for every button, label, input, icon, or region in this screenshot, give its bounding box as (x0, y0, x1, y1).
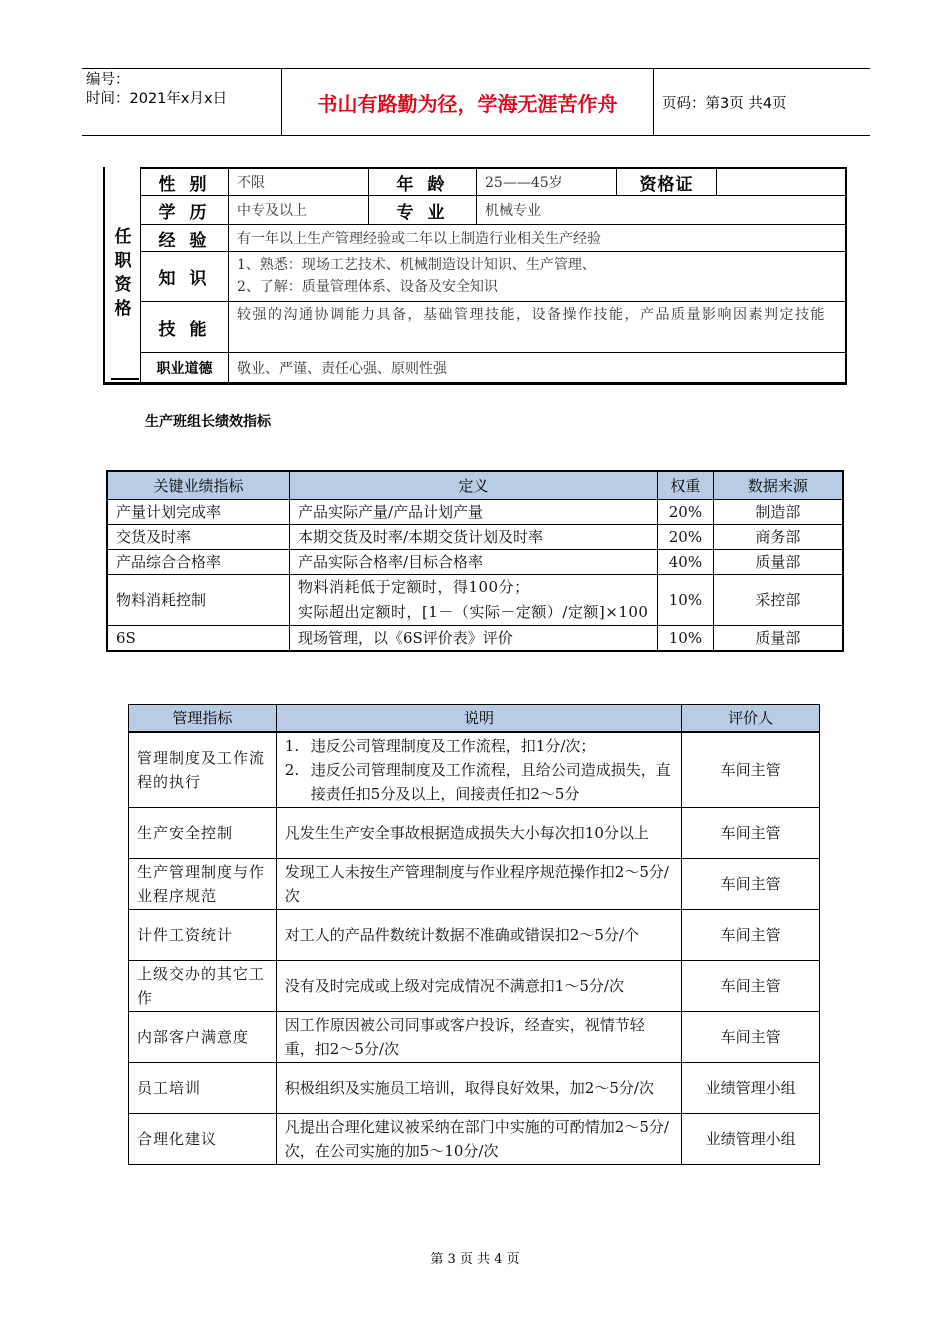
gender-label: 性 别 (141, 169, 229, 195)
mgmt-indicator: 员工培训 (129, 1063, 277, 1114)
kpi-header-row (107, 471, 843, 499)
row-skill (141, 301, 845, 352)
table-row (129, 732, 820, 808)
table-row (129, 1012, 820, 1063)
list-number: 1. (284, 736, 300, 755)
knowledge-value (229, 252, 845, 301)
table-row (107, 574, 843, 625)
mgmt-evaluator: 车间主管 (682, 961, 820, 1012)
mgmt-evaluator: 业绩管理小组 (682, 1114, 820, 1165)
table-row (107, 499, 843, 524)
major-label: 专 业 (369, 196, 477, 224)
mgmt-header-cell: 说明 (276, 705, 681, 732)
kpi-header-cell: 定义 (289, 471, 657, 499)
mgmt-indicator: 合理化建议 (129, 1114, 277, 1165)
side-char: 资 (114, 275, 132, 295)
table-row (107, 524, 843, 549)
kpi-header-cell: 数据来源 (713, 471, 843, 499)
knowledge-line: 2、了解：质量管理体系、设备及安全知识 (237, 279, 498, 295)
experience-value: 有一年以上生产管理经验或二年以上制造行业相关生产经验 (237, 231, 601, 247)
kpi-table (106, 470, 844, 652)
side-char: 任 (114, 227, 132, 247)
table-row (129, 859, 820, 910)
mgmt-header-cell: 管理指标 (129, 705, 277, 732)
side-underline (111, 378, 139, 380)
page-header (82, 68, 870, 136)
kpi-weight: 10% (657, 574, 713, 625)
list-text: 违反公司管理制度及工作流程，且给公司造成损失，直接责任扣5分及以上，间接责任扣2～5分 (310, 760, 671, 803)
date-line: 时间：2021年x月x日 (86, 91, 228, 107)
kpi-section-title: 生产班组长绩效指标 (145, 414, 271, 430)
mgmt-header-cell: 评价人 (682, 705, 820, 732)
header-meta (82, 69, 282, 135)
kpi-definition-line: 实际超出定额时，[1－（实际－定额）/定额]×100 (297, 602, 649, 621)
mgmt-evaluator: 车间主管 (682, 859, 820, 910)
kpi-definition: 现场管理，以《6S评价表》评价 (289, 625, 657, 651)
table-row (129, 1063, 820, 1114)
kpi-weight: 40% (657, 549, 713, 574)
serial-label: 编号： (86, 72, 130, 88)
kpi-definition-line: 物料消耗低于定额时，得100分； (297, 577, 530, 596)
header-page-info: 页码：第3页 共4页 (662, 95, 787, 112)
mgmt-desc: 因工作原因被公司同事或客户投诉，经查实，视情节轻重，扣2～5分/次 (276, 1012, 681, 1063)
mgmt-evaluator: 车间主管 (682, 732, 820, 808)
mgmt-desc: 发现工人未按生产管理制度与作业程序规范操作扣2～5分/次 (276, 859, 681, 910)
mgmt-evaluator: 车间主管 (682, 910, 820, 961)
knowledge-line: 1、熟悉：现场工艺技术、机械制造设计知识、生产管理、 (237, 257, 596, 273)
table-row (107, 549, 843, 574)
ethics-value: 敬业、严谨、责任心强、原则性强 (237, 360, 447, 377)
kpi-definition: 产品实际产量/产品计划产量 (289, 499, 657, 524)
cert-label: 资格证 (617, 169, 717, 195)
row-ethics (141, 352, 845, 382)
table-row (129, 1114, 820, 1165)
table-row (129, 910, 820, 961)
list-item (285, 758, 673, 806)
kpi-definition: 产品实际合格率/目标合格率 (289, 549, 657, 574)
kpi-weight: 20% (657, 499, 713, 524)
row-experience (141, 224, 845, 251)
mgmt-desc (276, 732, 681, 808)
list-number: 2. (284, 760, 300, 779)
list-text: 违反公司管理制度及工作流程，扣1分/次； (310, 736, 596, 755)
kpi-source: 质量部 (713, 549, 843, 574)
mgmt-indicator: 生产管理制度与作业程序规范 (129, 859, 277, 910)
major-value: 机械专业 (485, 203, 541, 219)
row-knowledge (141, 251, 845, 301)
page-footer: 第 3 页 共 4 页 (430, 1252, 520, 1267)
side-char: 格 (114, 299, 132, 319)
mgmt-indicator: 内部客户满意度 (129, 1012, 277, 1063)
header-motto: 书山有路勤为径，学海无涯苦作舟 (282, 69, 654, 135)
kpi-source: 商务部 (713, 524, 843, 549)
kpi-definition: 本期交货及时率/本期交货计划及时率 (289, 524, 657, 549)
mgmt-evaluator: 车间主管 (682, 808, 820, 859)
experience-label: 经 验 (141, 225, 229, 251)
kpi-indicator: 交货及时率 (107, 524, 289, 549)
table-row (107, 625, 843, 651)
management-table (128, 704, 820, 1165)
kpi-indicator: 产品综合合格率 (107, 549, 289, 574)
kpi-indicator: 6S (107, 625, 289, 651)
mgmt-desc: 对工人的产品件数统计数据不准确或错误扣2～5分/个 (276, 910, 681, 961)
mgmt-desc: 没有及时完成或上级对完成情况不满意扣1～5分/次 (276, 961, 681, 1012)
qualification-side-label (105, 167, 141, 382)
mgmt-evaluator: 车间主管 (682, 1012, 820, 1063)
kpi-source: 采控部 (713, 574, 843, 625)
skill-label: 技 能 (141, 302, 229, 352)
mgmt-indicator: 生产安全控制 (129, 808, 277, 859)
education-value: 中专及以上 (229, 196, 369, 224)
mgmt-header-row (129, 705, 820, 732)
side-char: 职 (114, 251, 132, 271)
cert-value (717, 169, 845, 195)
kpi-header-cell: 关键业绩指标 (107, 471, 289, 499)
kpi-weight: 20% (657, 524, 713, 549)
mgmt-desc: 积极组织及实施员工培训，取得良好效果，加2～5分/次 (276, 1063, 681, 1114)
mgmt-desc: 凡发生生产安全事故根据造成损失大小每次扣10分以上 (276, 808, 681, 859)
kpi-header-cell: 权重 (657, 471, 713, 499)
mgmt-desc: 凡提出合理化建议被采纳在部门中实施的可酌情加2～5分/次，在公司实施的加5～10分/次 (276, 1114, 681, 1165)
kpi-source: 质量部 (713, 625, 843, 651)
kpi-definition (289, 574, 657, 625)
ethics-label: 职业道德 (141, 353, 229, 382)
knowledge-label: 知 识 (141, 252, 229, 301)
mgmt-indicator: 管理制度及工作流程的执行 (129, 732, 277, 808)
table-row (129, 808, 820, 859)
mgmt-evaluator: 业绩管理小组 (682, 1063, 820, 1114)
skill-value: 较强的沟通协调能力具备，基础管理技能，设备操作技能，产品质量影响因素判定技能 (237, 307, 826, 323)
kpi-indicator: 产量计划完成率 (107, 499, 289, 524)
mgmt-indicator: 计件工资统计 (129, 910, 277, 961)
table-row (129, 961, 820, 1012)
list-item (285, 734, 673, 758)
kpi-source: 制造部 (713, 499, 843, 524)
age-label: 年 龄 (369, 169, 477, 195)
kpi-indicator: 物料消耗控制 (107, 574, 289, 625)
row-gender-age (141, 167, 845, 195)
age-value: 25——45岁 (477, 169, 617, 195)
mgmt-indicator: 上级交办的其它工作 (129, 961, 277, 1012)
gender-value: 不限 (229, 169, 369, 195)
education-label: 学 历 (141, 196, 229, 224)
row-education-major (141, 195, 845, 224)
qualification-table (103, 167, 847, 385)
kpi-weight: 10% (657, 625, 713, 651)
